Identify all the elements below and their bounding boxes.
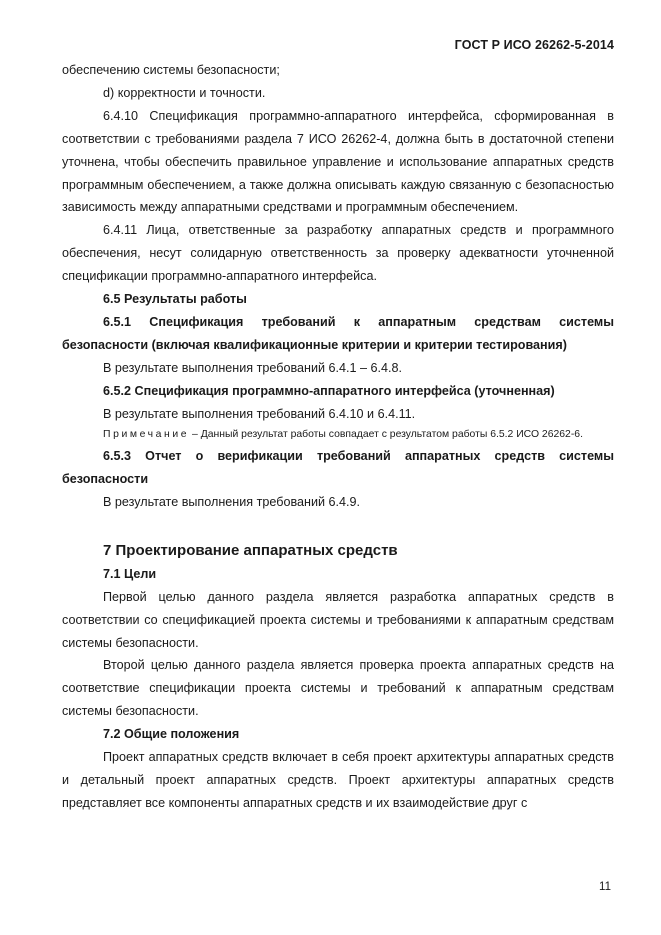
paragraph: Проект аппаратных средств включает в себя проект архитектуры аппаратных средств и детальный проект аппаратных средств. Проект архитектуры аппаратных средств представляет все компоненты аппаратных средств и их взаимодействие друг с	[62, 750, 614, 810]
heading-6-5-3: 6.5.3 Отчет о верификации требований аппаратных средств системы безопасности	[62, 449, 614, 486]
heading-6-5: 6.5 Результаты работы	[103, 292, 247, 307]
note	[62, 426, 614, 445]
result-paragraph: В результате выполнения требований 6.4.1 – 6.4.8.	[103, 360, 403, 375]
paragraph: обеспечению системы безопасности;	[62, 63, 280, 77]
clause-6-4-11: 6.4.11 Лица, ответственные за разработку аппаратных средств и программного обеспечения, несут солидарную ответственность за проверку адекватности уточненной спецификации программно-аппаратного интерфейса.	[62, 223, 614, 284]
result-paragraph: В результате выполнения требований 6.4.10 и 6.4.11.	[103, 406, 416, 421]
list-item-d: d) корректности и точности.	[103, 85, 266, 100]
clause-6-4-10: 6.4.10 Спецификация программно-аппаратного интерфейса, сформированная в соответствии с требованиями раздела 7 ИСО 26262-4, должна быть в достаточной степени уточнена, чтобы обеспечить правильное управление и использование аппаратных средств программным обеспечением, а также должна описывать каждую связанную с безопасностью зависимость между аппаратными средствами и программным обеспечением.	[62, 108, 614, 215]
chapter-7-title: 7 Проектирование аппаратных средств	[103, 541, 398, 559]
standard-header: ГОСТ Р ИСО 26262-5-2014	[454, 38, 614, 52]
heading-7-2: 7.2 Общие положения	[103, 727, 240, 742]
heading-7-1: 7.1 Цели	[103, 566, 157, 581]
note-label: Примечание	[103, 428, 190, 440]
note-text: – Данный результат работы совпадает с результатом работы 6.5.2 ИСО 26262-6.	[189, 428, 583, 440]
result-paragraph: В результате выполнения требований 6.4.9.	[103, 494, 361, 509]
paragraph: Первой целью данного раздела является разработка аппаратных средств в соответствии со спецификацией проекта системы и требованиями к аппаратным средствам системы безопасности.	[62, 589, 614, 650]
page-number: 11	[599, 881, 611, 893]
heading-6-5-1: 6.5.1 Спецификация требований к аппаратным средствам системы безопасности (включая квалификационные критерии и критерии тестирования)	[62, 314, 614, 352]
paragraph: Второй целью данного раздела является проверка проекта аппаратных средств на соответствие спецификации проекта системы и требований к аппаратным средствам системы безопасности.	[62, 658, 614, 719]
document-body	[62, 59, 614, 815]
heading-6-5-2: 6.5.2 Спецификация программно-аппаратного интерфейса (уточненная)	[103, 383, 555, 398]
